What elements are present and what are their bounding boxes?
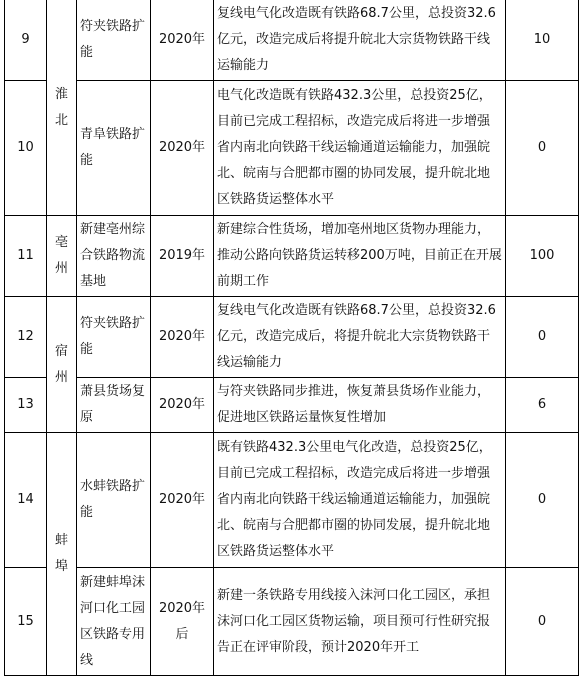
table-row bbox=[5, 378, 579, 433]
value-cell: 0 bbox=[506, 433, 579, 568]
year-cell: 2019年 bbox=[151, 216, 214, 297]
value-cell: 0 bbox=[506, 81, 579, 216]
row-number: 10 bbox=[5, 81, 47, 216]
year-cell: 2020年 bbox=[151, 81, 214, 216]
description-cell: 既有铁路432.3公里电气化改造，总投资25亿，目前已完成工程招标，改造完成后将进一步增强省内南北向铁路干线运输通道运输能力，加强皖北、皖南与合肥都市圈的协同发展，提升皖北地区铁路货运整体水平 bbox=[214, 433, 506, 568]
project-table bbox=[4, 0, 579, 676]
row-number: 11 bbox=[5, 216, 47, 297]
table-row bbox=[5, 297, 579, 378]
description-cell: 新建一条铁路专用线接入沫河口化工园区，承担沫河口化工园区货物运输，项目预可行性研究报告正在评审阶段，预计2020年开工 bbox=[214, 568, 506, 676]
year-cell: 2020年 bbox=[151, 297, 214, 378]
row-number: 13 bbox=[5, 378, 47, 433]
city-cell: 亳州 bbox=[47, 216, 77, 297]
project-name: 符夹铁路扩能 bbox=[77, 0, 151, 81]
row-number: 15 bbox=[5, 568, 47, 676]
year-cell: 2020年 bbox=[151, 0, 214, 81]
table-row bbox=[5, 568, 579, 676]
description-cell: 新建综合性货场，增加亳州地区货物办理能力，推动公路向铁路货运转移200万吨，目前正在开展前期工作 bbox=[214, 216, 506, 297]
document-page bbox=[4, 0, 578, 676]
project-name: 萧县货场复原 bbox=[77, 378, 151, 433]
description-cell: 电气化改造既有铁路432.3公里，总投资25亿，目前已完成工程招标，改造完成后将进一步增强省内南北向铁路干线运输通道运输能力，加强皖北、皖南与合肥都市圈的协同发展，提升皖北地区铁路货运整体水平 bbox=[214, 81, 506, 216]
table-row bbox=[5, 433, 579, 568]
description-cell: 复线电气化改造既有铁路68.7公里，总投资32.6亿元，改造完成后将提升皖北大宗货物铁路干线运输能力 bbox=[214, 0, 506, 81]
project-name: 符夹铁路扩能 bbox=[77, 297, 151, 378]
row-number: 14 bbox=[5, 433, 47, 568]
project-name: 青阜铁路扩能 bbox=[77, 81, 151, 216]
value-cell: 0 bbox=[506, 568, 579, 676]
value-cell: 10 bbox=[506, 0, 579, 81]
value-cell: 0 bbox=[506, 297, 579, 378]
year-cell: 2020年 bbox=[151, 378, 214, 433]
row-number: 12 bbox=[5, 297, 47, 378]
table-row bbox=[5, 81, 579, 216]
row-number: 9 bbox=[5, 0, 47, 81]
table-row bbox=[5, 0, 579, 81]
year-cell: 2020年后 bbox=[151, 568, 214, 676]
value-cell: 6 bbox=[506, 378, 579, 433]
year-cell: 2020年 bbox=[151, 433, 214, 568]
description-cell: 与符夹铁路同步推进，恢复萧县货场作业能力，促进地区铁路运量恢复性增加 bbox=[214, 378, 506, 433]
value-cell: 100 bbox=[506, 216, 579, 297]
city-cell: 蚌埠 bbox=[47, 433, 77, 676]
table-row bbox=[5, 216, 579, 297]
project-name: 新建亳州综合铁路物流基地 bbox=[77, 216, 151, 297]
city-cell: 宿州 bbox=[47, 297, 77, 433]
description-cell: 复线电气化改造既有铁路68.7公里，总投资32.6亿元，改造完成后，将提升皖北大宗货物铁路干线运输能力 bbox=[214, 297, 506, 378]
city-cell: 淮北 bbox=[47, 0, 77, 216]
project-name: 新建蚌埠沫河口化工园区铁路专用线 bbox=[77, 568, 151, 676]
project-name: 水蚌铁路扩能 bbox=[77, 433, 151, 568]
